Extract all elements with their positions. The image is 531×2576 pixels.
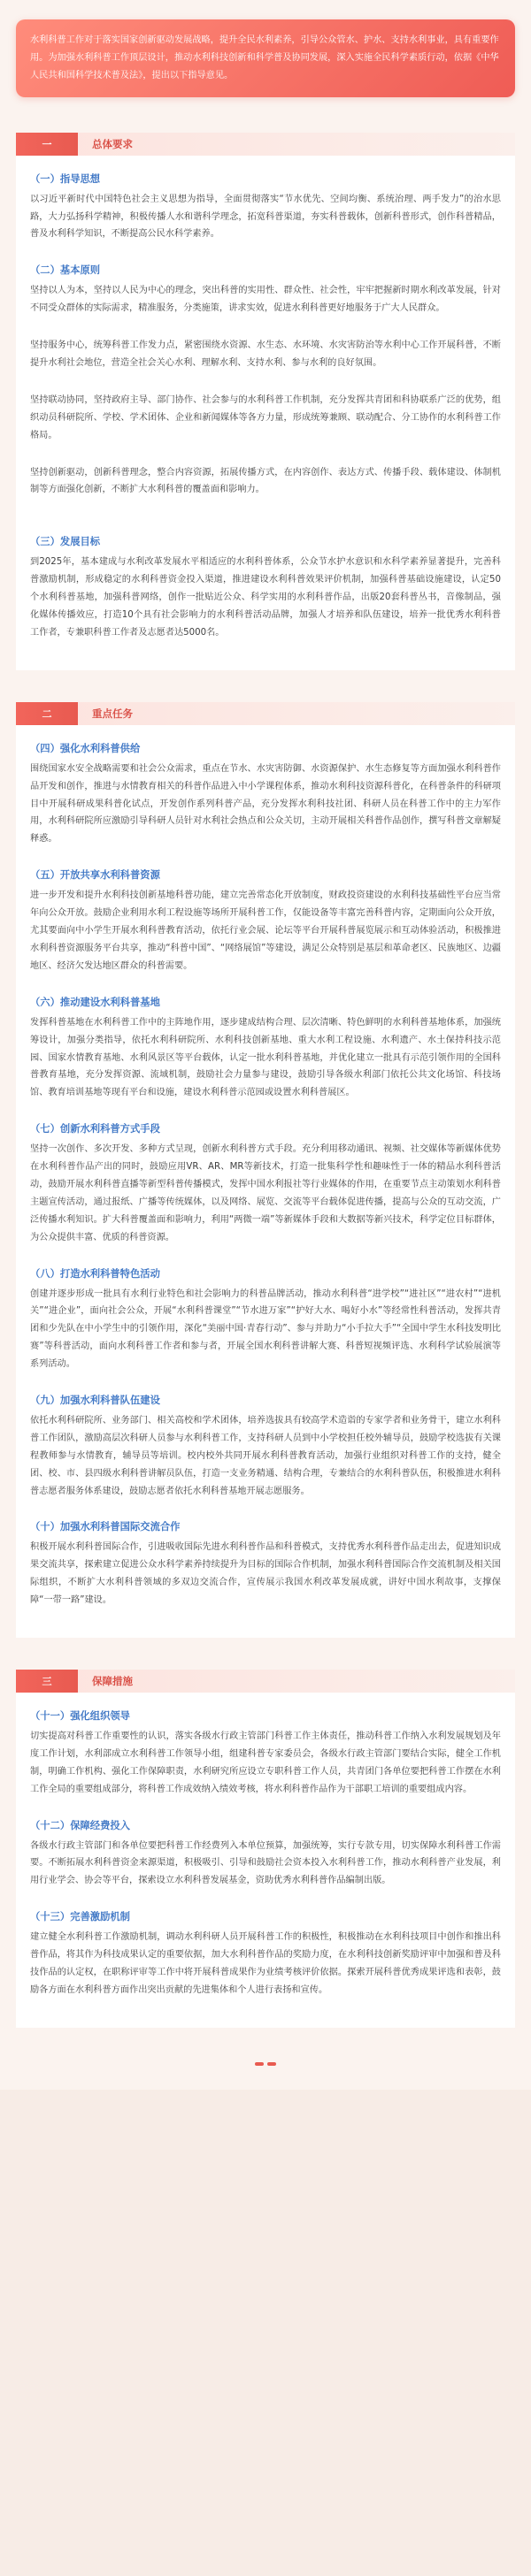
subsection-title: （七）创新水利科普方式手段: [30, 1123, 160, 1135]
subsection-title: （五）开放共享水利科普资源: [30, 869, 160, 882]
subsection-title: （三）发展目标: [30, 536, 101, 548]
subsection-title: （二）基本原则: [30, 264, 101, 277]
section-number: 二: [16, 702, 78, 725]
subsection-title: （十三）完善激励机制: [30, 1911, 130, 1923]
paragraph: 进一步开发和提升水利科技创新基地科普功能，建立完善常态化开放制度，财政投资建设的水利科技基础性平台应当常年向公众开放。鼓励企业利用水利工程设施等场所开展科普工作，仅能设备等丰富完善科普内容，定期面向公众开放，尤其要面向中小学生开展水利科普教育活动，依托行业会展、论坛等平台开展科普展览展示和互动体验活动，积极推进水利科普资源服务平台共享，推动“科普中国”、“网络展馆”等建设，满足公众特别是基层和革命老区、民族地区、边疆地区、经济欠发达地区群众的科普需要。: [30, 891, 501, 971]
section-header-2: [16, 702, 515, 725]
subsection-title: （八）打造水利科普特色活动: [30, 1267, 160, 1280]
subsection-title: （九）加强水利科普队伍建设: [30, 1394, 160, 1406]
intro-text: 水利科普工作对于落实国家创新驱动发展战略，提升全民水利素养，引导公众管水、护水、支持水利事业，具有重要作用。为加强水利科普工作顶层设计，推动水利科技创新和科学普及协同发展，深入实施全民科学素质行动，依据《中华人民共和国科学技术普及法》，提出以下指导意见。: [30, 35, 499, 80]
paragraph: 围绕国家水安全战略需要和社会公众需求，重点在节水、水灾害防御、水资源保护、水生态修复等方面加强水利科普作品开发和创作，推进与水情教育相关的科普作品进入中小学课程体系，推动水利科技资源科普化，在科普条件的科研项目中开展科研成果科普化试点，开发创作系列科普产品，充分发挥水利科技社团、科研人员在科普工作中的主力军作用，水利科研院所应激励引导科研人员针对水利社会热点和公众关切，主动开展相关科普作品创作，撰写科普文章解疑释惑。: [30, 763, 501, 845]
subsection-title: （十二）保障经费投入: [30, 1819, 130, 1831]
subsection-title: （六）推动建设水利科普基地: [30, 996, 160, 1008]
paragraph: 建立健全水利科普工作激励机制，调动水利科研人员开展科普工作的积极性，积极推动在水利科技项目中创作和推出科普作品，将其作为科技成果认定的重要依据，加大水利科普作品的奖励力度，在水利科技创新奖励评审中加强和普及科技作品的认定权，在职称评审等工作中将开展科普成果作为业绩考核评价依据。探索开展科普优秀成果评选和表彰，鼓励各方面在水利科普方面作出突出贡献的先进集体和个人进行表扬和宣传。: [30, 1932, 501, 1995]
paragraph: 依托水利科研院所、业务部门、相关高校和学术团体，培养选拔具有较高学术造诣的专家学者和业务骨干，建立水利科普工作团队，激励高层次科研人员参与水利科普工作，支持科研人员到中小学校担任校外辅导员，鼓励学校选拔有关课程教师参与水情教育，辅导员等培训。校内校外共同开展水利科普教育活动，加强行业组织对科普工作的支持，健全团、校、市、县四级水利科普讲解员队伍，打造一支业务精通、结构合理，专兼结合的水利科普队伍，积极推进水利科普志愿者服务体系建设，鼓励志愿者依托水利科普基地开展志愿服务。: [30, 1415, 501, 1496]
section-number: 一: [16, 133, 78, 156]
paragraph: 坚持联动协同，坚持政府主导、部门协作、社会参与的水利科普工作机制，充分发挥共青团和科协联系广泛的优势，组织动员科研院所、学校、学术团体、企业和新闻媒体等各方力量，形成统筹兼顾、联动配合、分工协作的水利科普工作格局。: [30, 394, 501, 440]
section-body-1: [16, 156, 515, 670]
paragraph: 积极开展水利科普国际合作，引进吸收国际先进水利科普作品和科普模式，支持优秀水利科普作品走出去，促进知识成果交流共享，探索建立促进公众水科学素养持续提升为目标的国际合作机制，加强水利科普国际合作交流机制及相关国际组织，不断扩大水利科普领域的多双边交流合作，宣传展示我国水利改革发展成就，讲好中国水利故事，支撑保障“一带一路”建设。: [30, 1542, 501, 1606]
section-header-1: [16, 133, 515, 156]
section-title: 总体要求: [92, 137, 133, 150]
subsection-title: （十一）强化组织领导: [30, 1709, 130, 1722]
paragraph: 到2025年，基本建成与水利改革发展水平相适应的水利科普体系，公众节水护水意识和水科学素养显著提升，完善科普激励机制，形成稳定的水利科普资金投入渠道，推进建设水利科普效果评价机制，加强科普基础设施建设，认定50个水利科普基地，加强科普网络，创作一批贴近公众、科学实用的水利科普作品，出版20套科普丛书，音像制品，强化媒体传播效应，打造10个具有社会影响力的水利科普活动品牌，加强人才培养和队伍建设，培养一批优秀水利科普工作者，专兼职科普工作者及志愿者达5000名。: [30, 557, 501, 638]
end-ornament-icon: [252, 2060, 279, 2068]
section-body-2: [16, 725, 515, 1638]
section-title: 重点任务: [92, 707, 133, 720]
paragraph: 坚持一次创作、多次开发、多种方式呈现，创新水利科普方式手段。充分利用移动通讯、视频、社交媒体等新媒体优势在水利科普作品产出的同时，鼓励应用VR、AR、MR等新技术，打造一批集科学性和趣味性于一体的精品水利科普活动，鼓励开展水利科普直播等新型科普传播模式，发挥中国水利报社等行业媒体的作用，在重要节点主动策划水利科普主题宣传活动，通过报纸、广播等传统媒体，以及网络、展览、交流等平台载体促进传播，提高与公众的互动交流，广泛传播水利知识。扩大科普覆盖面和影响力，利用“两微一端”等新媒体手段和大数据等新兴技术，科学定位目标群体，为公众提供丰富、优质的科普资源。: [30, 1144, 501, 1242]
paragraph: 以习近平新时代中国特色社会主义思想为指导，全面贯彻落实“节水优先、空间均衡、系统治理、两手发力”的治水思路，大力弘扬科学精神，积极传播人水和谐科学理念，拓宽科普渠道，夯实科普载体，创新科普形式，创作科普精品，普及水利科学知识，不断提高公民水科学素养。: [30, 194, 501, 240]
section-title: 保障措施: [92, 1674, 133, 1687]
paragraph: 发挥科普基地在水利科普工作中的主阵地作用，逐步建成结构合理、层次清晰、特色鲜明的水利科普基地体系，加强统筹设计，加强分类指导，依托水利科研院所、水利科技创新基地、重大水利工程设施、水利遗产、水土保持科技示范园、国家水情教育基地、水利风景区等平台载体，认定一批水利科普基地，并优化建立一批具有示范引领作用的全国科普教育基地，充分发挥资源、流域机制，鼓励社会力量参与建设，鼓励引导各级水利部门依托公共文化场馆、科技场馆、教育培训基地等现有平台和设施，建设水利科普示范园或设置水利科普展区。: [30, 1017, 501, 1098]
paragraph: 各级水行政主管部门和各单位要把科普工作经费列入本单位预算，加强统筹，实行专款专用，切实保障水利科普工作需要。不断拓展水利科普资金来源渠道，积极吸引、引导和鼓励社会资本投入水利科普工作，推动水利科普产业发展，利用行业学会、协会等平台，探索设立水利科普发展基金，资助优秀水利科普作品编制出版。: [30, 1840, 501, 1886]
paragraph: 坚持创新驱动，创新科普理念，整合内容资源，拓展传播方式，在内容创作、表达方式、传播手段、载体建设、体制机制等方面强化创新，不断扩大水利科普的覆盖面和影响力。: [30, 467, 501, 495]
paragraph: 坚持服务中心，统筹科普工作发力点，紧密围绕水资源、水生态、水环境、水灾害防治等水利中心工作开展科普，不断提升水利社会地位，营造全社会关心水利、理解水利、支持水利、参与水利的良好氛围。: [30, 340, 501, 369]
subsection-title: （一）指导思想: [30, 172, 101, 185]
paragraph: 坚持以人为本，坚持以人民为中心的理念，突出科普的实用性、群众性、社会性，牢牢把握新时期水利改革发展，针对不同受众群体的实际需求，精准服务，分类施策，讲求实效，促进水利科普更好地服务于广大人民群众。: [30, 286, 501, 314]
paragraph: 创建并逐步形成一批具有水利行业特色和社会影响力的科普品牌活动，推动水利科普“进学校”“进社区”“进农村”“进机关”“进企业”，面向社会公众，开展“水利科普课堂”“节水进万家”“护好大水、喝好小水”等经常性科普活动，发挥共青团和少先队在中小学生中的引领作用，深化“美丽中国·青春行动”、参与并助力“小手拉大手”“全国中学生水科技发明比赛”等科普活动，面向水利科普工作者和参与者，开展全国水利科普讲解大赛、科普短视频评选、水利科学试验展演等系列活动。: [30, 1288, 501, 1370]
paragraph: 切实提高对科普工作重要性的认识，落实各级水行政主管部门科普工作主体责任，推动科普工作纳入水利发展规划及年度工作计划，水利部成立水利科普工作领导小组，组建科普专家委员会，各级水行政主管部门要结合实际，健全工作机制，明确工作机构、强化工作保障职责，水利研究所应设立专职科普工作人员，共青团门各单位要把科普工作摆在水利工作全局的重要组成部分，将科普工作成效纳入绩效考核，将水利科普作品作为干部职工培训的重要组成内容。: [30, 1731, 501, 1794]
subsection-title: （四）强化水利科普供给: [30, 742, 141, 754]
section-body-3: [16, 1693, 515, 2028]
intro-card: [16, 19, 515, 97]
section-number: 三: [16, 1670, 78, 1693]
subsection-title: （十）加强水利科普国际交流合作: [30, 1521, 181, 1533]
section-header-3: [16, 1670, 515, 1693]
